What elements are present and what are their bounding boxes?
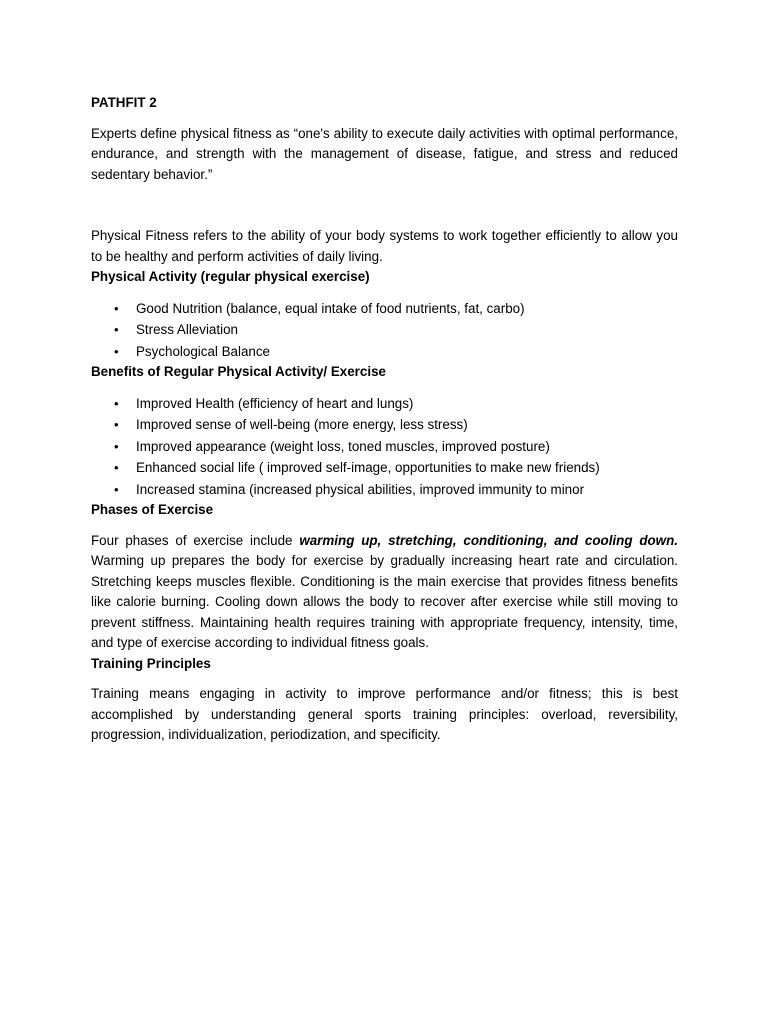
bullet-icon: • xyxy=(114,481,119,497)
bullet-icon: • xyxy=(114,438,119,454)
phases-heading: Phases of Exercise xyxy=(91,502,214,517)
list-item-text: Stress Alleviation xyxy=(136,322,238,337)
physical-fitness-paragraph: Physical Fitness refers to the ability of your body systems to work together efficiently to allow you to be healthy and perform activities of daily living. xyxy=(91,228,678,264)
physical-activity-list xyxy=(91,298,678,363)
training-heading: Training Principles xyxy=(91,655,211,671)
list-item xyxy=(91,298,678,320)
benefits-heading: Benefits of Regular Physical Activity/ Exercise xyxy=(91,364,386,379)
phases-paragraph xyxy=(91,531,678,654)
phases-emphasis: warming up, stretching, conditioning, and cooling down. xyxy=(299,532,678,548)
bullet-icon: • xyxy=(114,395,119,411)
intro-definition-paragraph: Experts define physical fitness as “one's ability to execute daily activities with optimal performance, endurance, and strength with the management of disease, fatigue, and stress and reduced sedentary behavior.” xyxy=(91,125,678,182)
list-item-text: Psychological Balance xyxy=(136,343,270,359)
benefits-list xyxy=(91,393,678,501)
physical-activity-heading: Physical Activity (regular physical exercise) xyxy=(91,269,370,284)
list-item xyxy=(91,414,678,436)
bullet-icon: • xyxy=(114,343,119,359)
list-item xyxy=(91,341,678,363)
list-item-text: Improved appearance (weight loss, toned muscles, improved posture) xyxy=(136,438,550,454)
bullet-icon: • xyxy=(114,417,119,432)
list-item xyxy=(91,436,678,458)
list-item-text: Good Nutrition (balance, equal intake of food nutrients, fat, carbo) xyxy=(136,300,525,316)
list-item-text: Improved sense of well-being (more energy, less stress) xyxy=(136,417,468,432)
bullet-icon: • xyxy=(114,322,119,337)
list-item xyxy=(91,457,678,479)
training-paragraph: Training means engaging in activity to improve performance and/or fitness; this is best accomplished by understanding general sports training principles: overload, reversibility, progression, individualization, periodization, and specificity. xyxy=(91,686,678,742)
document-title: PATHFIT 2 xyxy=(91,95,157,110)
list-item xyxy=(91,479,678,501)
phases-lead-text: Four phases of exercise include xyxy=(91,532,300,548)
list-item-text: Increased stamina (increased physical abilities, improved immunity to minor xyxy=(136,481,585,497)
phases-body-text: Warming up prepares the body for exercise by gradually increasing heart rate and circulation. Stretching keeps muscles flexible. Conditioning is the main exercise that provides fitness benefits like calorie burning. Cooling down allows the body to recover after exercise while still moving to prevent stiffness. Maintaining health requires training with appropriate frequency, intensity, time, and type of exercise according to individual fitness goals. xyxy=(91,553,678,650)
list-item-text: Improved Health (efficiency of heart and lungs) xyxy=(136,395,414,411)
list-item xyxy=(91,319,678,341)
bullet-icon: • xyxy=(114,460,119,475)
list-item xyxy=(91,393,678,415)
bullet-icon: • xyxy=(114,300,119,316)
list-item-text: Enhanced social life ( improved self-image, opportunities to make new friends) xyxy=(136,460,600,475)
